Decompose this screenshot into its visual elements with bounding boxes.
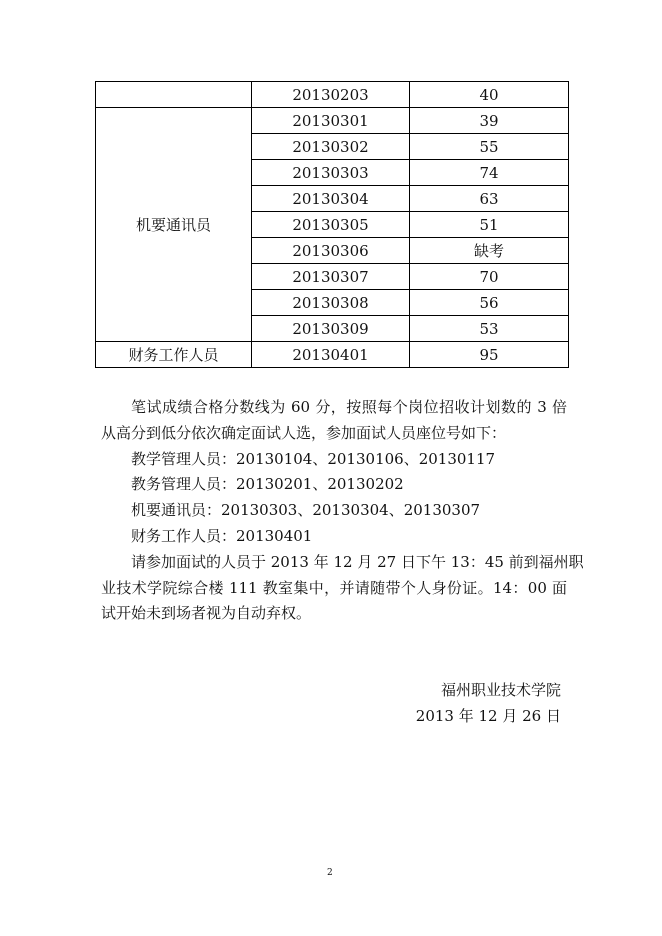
signature-block — [416, 677, 561, 729]
score-cell: 缺考 — [410, 238, 569, 264]
position-cell — [96, 82, 252, 108]
score-cell: 70 — [410, 264, 569, 290]
interview-list-item: 教学管理人员：20130104、20130106、20130117 — [131, 449, 496, 468]
score-cell: 63 — [410, 186, 569, 212]
score-cell: 40 — [410, 82, 569, 108]
seat-cell: 20130302 — [252, 134, 410, 160]
score-cell: 51 — [410, 212, 569, 238]
seat-cell: 20130203 — [252, 82, 410, 108]
paragraph-line: 请参加面试的人员于 2013 年 12 月 27 日下午 13：45 前到福州职 — [131, 552, 584, 571]
position-cell: 机要通讯员 — [96, 108, 252, 342]
signature-org: 福州职业技术学院 — [440, 681, 561, 699]
interview-list-item: 财务工作人员：20130401 — [131, 526, 313, 545]
interview-list-item: 机要通讯员：20130303、20130304、20130307 — [131, 501, 481, 520]
seat-cell: 20130308 — [252, 290, 410, 316]
seat-cell: 20130304 — [252, 186, 410, 212]
score-cell: 56 — [410, 290, 569, 316]
score-table — [95, 81, 569, 368]
signature-date: 2013 年 12 月 26 日 — [415, 707, 561, 725]
page-number: 2 — [327, 868, 333, 878]
seat-cell: 20130309 — [252, 316, 410, 342]
seat-cell: 20130303 — [252, 160, 410, 186]
paragraph-line: 笔试成绩合格分数线为 60 分，按照每个岗位招收计划数的 3 倍 — [131, 398, 567, 416]
interview-list-item: 教务管理人员：20130201、20130202 — [131, 475, 404, 494]
notice-body — [101, 395, 584, 627]
paragraph-line: 业技术学院综合楼 111 教室集中，并请随带个人身份证。14：00 面 — [101, 578, 567, 597]
seat-cell: 20130401 — [252, 342, 410, 368]
paragraph-line: 试开始未到场者视为自动弃权。 — [101, 604, 312, 623]
table-row — [96, 108, 569, 134]
table-row — [96, 82, 569, 108]
seat-cell: 20130305 — [252, 212, 410, 238]
paragraph-line: 从高分到低分依次确定面试人选，参加面试人员座位号如下： — [101, 423, 507, 442]
seat-cell: 20130306 — [252, 238, 410, 264]
score-cell: 95 — [410, 342, 569, 368]
score-cell: 74 — [410, 160, 569, 186]
table-row — [96, 342, 569, 368]
seat-cell: 20130301 — [252, 108, 410, 134]
score-cell: 55 — [410, 134, 569, 160]
position-cell: 财务工作人员 — [96, 342, 252, 368]
score-cell: 53 — [410, 316, 569, 342]
score-cell: 39 — [410, 108, 569, 134]
seat-cell: 20130307 — [252, 264, 410, 290]
